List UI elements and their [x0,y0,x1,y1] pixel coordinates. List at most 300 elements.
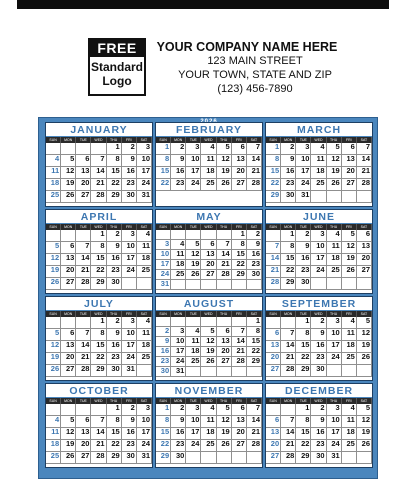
month-title: JUNE [266,210,372,224]
day-cell: 10 [137,155,152,167]
day-cell: 18 [342,428,357,440]
day-cell: 29 [296,452,311,464]
day-header: SAT [247,398,262,404]
day-cell: 21 [91,440,106,452]
day-cell: 26 [61,452,76,464]
day-cell: 16 [122,428,137,440]
day-cell: 26 [46,278,61,290]
day-cell: 18 [137,341,152,353]
day-cell: 22 [296,440,311,452]
empty-cell [186,280,201,290]
day-cell: 8 [296,329,311,341]
day-cell: 30 [311,365,326,377]
month-grid [266,137,372,203]
month-title: JULY [46,297,152,311]
day-cell: 9 [107,242,122,254]
day-cell: 26 [217,440,232,452]
day-cell: 12 [61,167,76,179]
empty-cell [311,278,326,290]
day-cell: 31 [137,452,152,464]
day-cell: 8 [156,155,171,167]
day-cell: 20 [201,260,216,270]
day-cell: 23 [281,179,296,191]
company-name: YOUR COMPANY NAME HERE [156,40,338,54]
day-cell: 30 [107,365,122,377]
day-header: MON [61,398,76,404]
day-cell: 3 [327,317,342,329]
month-march [265,122,373,207]
day-header: TUE [296,224,311,230]
day-cell: 21 [281,353,296,365]
day-cell: 29 [247,357,262,367]
month-title: SEPTEMBER [266,297,372,311]
day-cell: 9 [311,329,326,341]
day-cell: 22 [91,266,106,278]
day-header: TUE [296,137,311,143]
empty-cell [61,404,76,416]
day-cell: 28 [232,357,247,367]
day-cell: 14 [357,155,372,167]
empty-cell [171,230,186,240]
day-header: THU [107,137,122,143]
day-cell: 31 [122,365,137,377]
empty-cell [201,452,216,464]
day-header: WED [311,311,326,317]
day-cell: 12 [46,341,61,353]
day-cell: 12 [357,416,372,428]
day-cell: 26 [61,191,76,203]
day-header: WED [91,224,106,230]
month-title: APRIL [46,210,152,224]
empty-cell [76,317,91,329]
day-cell: 6 [61,329,76,341]
day-header: FRI [342,224,357,230]
day-cell: 26 [327,179,342,191]
day-cell: 6 [61,242,76,254]
day-header: TUE [76,224,91,230]
day-cell: 4 [46,155,61,167]
day-header: FRI [232,398,247,404]
logo-free-label: FREE [90,40,144,57]
day-cell: 6 [201,240,216,250]
day-cell: 28 [247,179,262,191]
day-cell: 24 [171,357,186,367]
day-cell: 2 [311,317,326,329]
day-cell: 9 [171,416,186,428]
day-header: SUN [156,137,171,143]
day-cell: 27 [266,452,281,464]
day-cell: 5 [186,240,201,250]
day-cell: 7 [281,416,296,428]
day-cell: 10 [311,242,326,254]
month-grid [46,137,152,203]
day-cell: 25 [342,440,357,452]
day-cell: 28 [76,278,91,290]
day-header: THU [217,398,232,404]
day-cell: 13 [232,416,247,428]
month-grid [156,137,262,191]
day-cell: 14 [281,428,296,440]
day-cell: 16 [311,428,326,440]
day-cell: 1 [232,230,247,240]
month-december [265,383,373,468]
day-cell: 16 [247,250,262,260]
empty-cell [137,278,152,290]
day-cell: 21 [357,167,372,179]
day-cell: 14 [247,155,262,167]
day-header: WED [201,398,216,404]
day-header: WED [311,398,326,404]
day-cell: 21 [76,266,91,278]
day-cell: 7 [76,329,91,341]
day-cell: 17 [137,428,152,440]
day-cell: 13 [266,341,281,353]
day-cell: 10 [186,155,201,167]
day-header: WED [311,137,326,143]
day-header: MON [171,224,186,230]
day-cell: 12 [327,155,342,167]
day-header: SUN [46,137,61,143]
empty-cell [342,191,357,203]
day-cell: 2 [247,230,262,240]
day-cell: 15 [91,341,106,353]
day-header: MON [61,311,76,317]
day-cell: 7 [217,240,232,250]
day-cell: 9 [122,416,137,428]
company-street: 123 MAIN STREET [207,55,303,67]
day-cell: 8 [281,242,296,254]
day-cell: 17 [186,167,201,179]
day-cell: 4 [171,240,186,250]
day-cell: 13 [61,341,76,353]
day-cell: 6 [266,329,281,341]
day-cell: 18 [201,167,216,179]
day-cell: 5 [201,327,216,337]
day-header: SUN [156,311,171,317]
day-cell: 31 [171,367,186,377]
day-cell: 28 [217,270,232,280]
day-cell: 27 [342,179,357,191]
month-july [45,296,153,381]
day-cell: 7 [247,143,262,155]
day-header: SUN [266,398,281,404]
empty-cell [171,280,186,290]
day-cell: 13 [266,428,281,440]
empty-cell [171,317,186,327]
day-header: SUN [266,311,281,317]
day-cell: 5 [61,155,76,167]
day-header: THU [217,311,232,317]
month-title: OCTOBER [46,384,152,398]
day-cell: 22 [232,260,247,270]
day-cell: 19 [357,341,372,353]
day-cell: 28 [247,440,262,452]
day-cell: 25 [46,191,61,203]
day-cell: 4 [342,317,357,329]
day-header: FRI [232,137,247,143]
day-cell: 9 [281,155,296,167]
day-cell: 5 [217,143,232,155]
month-august [155,296,263,381]
day-cell: 28 [281,365,296,377]
day-cell: 15 [266,167,281,179]
month-grid [156,311,262,377]
empty-cell [342,278,357,290]
day-cell: 25 [171,270,186,280]
empty-cell [342,365,357,377]
day-cell: 8 [107,416,122,428]
day-cell: 10 [156,250,171,260]
day-cell: 17 [156,260,171,270]
day-cell: 16 [156,347,171,357]
day-cell: 6 [266,416,281,428]
day-cell: 19 [342,254,357,266]
day-cell: 8 [91,329,106,341]
day-header: SAT [357,311,372,317]
day-cell: 24 [327,353,342,365]
day-cell: 31 [296,191,311,203]
day-cell: 11 [46,167,61,179]
empty-cell [186,317,201,327]
day-cell: 29 [266,191,281,203]
day-cell: 23 [171,179,186,191]
month-title: AUGUST [156,297,262,311]
day-cell: 2 [107,230,122,242]
day-cell: 6 [232,404,247,416]
month-title: DECEMBER [266,384,372,398]
day-cell: 10 [327,329,342,341]
day-cell: 10 [137,416,152,428]
day-header: SAT [137,137,152,143]
day-cell: 27 [76,191,91,203]
day-header: FRI [122,137,137,143]
day-cell: 18 [186,347,201,357]
day-cell: 6 [76,155,91,167]
day-cell: 2 [171,143,186,155]
day-cell: 12 [201,337,216,347]
day-cell: 28 [91,452,106,464]
day-cell: 3 [156,240,171,250]
empty-cell [76,230,91,242]
day-cell: 22 [281,266,296,278]
day-header: SAT [247,137,262,143]
day-header: WED [91,398,106,404]
empty-cell [357,452,372,464]
month-may [155,209,263,294]
day-cell: 20 [266,353,281,365]
day-cell: 7 [91,416,106,428]
day-cell: 1 [296,404,311,416]
day-cell: 22 [91,353,106,365]
day-cell: 24 [311,266,326,278]
day-cell: 11 [342,329,357,341]
day-cell: 7 [91,155,106,167]
day-header: SAT [357,137,372,143]
day-header: FRI [232,224,247,230]
day-cell: 9 [247,240,262,250]
day-cell: 12 [46,254,61,266]
day-cell: 9 [296,242,311,254]
day-cell: 14 [76,341,91,353]
day-cell: 22 [107,440,122,452]
day-cell: 29 [91,278,106,290]
day-cell: 13 [217,337,232,347]
month-title: JANUARY [46,123,152,137]
day-cell: 26 [357,440,372,452]
day-cell: 20 [357,254,372,266]
day-header: MON [171,137,186,143]
month-grid [266,311,372,377]
day-cell: 1 [266,143,281,155]
day-header: THU [217,137,232,143]
month-grid [266,398,372,464]
day-cell: 5 [61,416,76,428]
day-cell: 30 [171,452,186,464]
day-cell: 18 [46,440,61,452]
day-cell: 3 [186,143,201,155]
day-cell: 20 [61,353,76,365]
logo-line-2: Logo [102,74,132,88]
day-cell: 27 [217,357,232,367]
day-cell: 8 [232,240,247,250]
day-cell: 29 [232,270,247,280]
month-june [265,209,373,294]
day-cell: 20 [342,167,357,179]
day-cell: 30 [122,452,137,464]
day-cell: 17 [327,428,342,440]
day-cell: 24 [122,353,137,365]
day-cell: 7 [357,143,372,155]
day-cell: 16 [296,254,311,266]
day-cell: 12 [357,329,372,341]
day-cell: 2 [122,143,137,155]
day-cell: 28 [91,191,106,203]
day-cell: 11 [137,329,152,341]
empty-cell [281,404,296,416]
empty-cell [217,367,232,377]
day-cell: 30 [107,278,122,290]
day-cell: 26 [186,270,201,280]
day-cell: 3 [186,404,201,416]
day-cell: 2 [281,143,296,155]
day-cell: 23 [122,179,137,191]
day-cell: 6 [76,416,91,428]
day-cell: 5 [357,317,372,329]
day-header: SUN [266,137,281,143]
day-cell: 26 [201,357,216,367]
day-cell: 19 [217,167,232,179]
day-cell: 25 [201,440,216,452]
day-header: THU [217,224,232,230]
empty-cell [201,367,216,377]
calendar-frame [38,117,378,479]
day-cell: 20 [217,347,232,357]
day-cell: 15 [232,250,247,260]
day-cell: 10 [296,155,311,167]
day-header: WED [91,137,106,143]
day-cell: 8 [156,416,171,428]
month-grid [46,398,152,464]
day-cell: 27 [61,365,76,377]
day-cell: 7 [281,329,296,341]
empty-cell [61,230,76,242]
day-cell: 17 [171,347,186,357]
day-cell: 18 [311,167,326,179]
day-cell: 20 [232,428,247,440]
day-cell: 2 [107,317,122,329]
day-cell: 19 [217,428,232,440]
day-cell: 15 [156,428,171,440]
day-cell: 10 [122,329,137,341]
day-header: FRI [232,311,247,317]
day-cell: 20 [61,266,76,278]
day-header: SAT [137,398,152,404]
day-cell: 28 [266,278,281,290]
day-cell: 18 [327,254,342,266]
day-cell: 27 [266,365,281,377]
day-cell: 25 [311,179,326,191]
day-cell: 14 [91,428,106,440]
day-cell: 30 [296,278,311,290]
day-cell: 16 [281,167,296,179]
day-header: SAT [137,224,152,230]
day-cell: 19 [201,347,216,357]
day-header: FRI [122,224,137,230]
empty-cell [186,452,201,464]
day-cell: 29 [107,452,122,464]
day-cell: 13 [61,254,76,266]
empty-cell [186,367,201,377]
day-cell: 17 [186,428,201,440]
day-header: FRI [342,311,357,317]
day-cell: 26 [342,266,357,278]
day-cell: 11 [311,155,326,167]
day-cell: 18 [137,254,152,266]
day-header: MON [61,224,76,230]
day-cell: 5 [327,143,342,155]
day-cell: 3 [311,230,326,242]
day-cell: 24 [122,266,137,278]
day-cell: 11 [201,155,216,167]
day-cell: 7 [247,404,262,416]
day-cell: 24 [186,179,201,191]
day-cell: 18 [171,260,186,270]
day-header: TUE [76,137,91,143]
day-cell: 21 [76,353,91,365]
company-info [150,40,360,96]
day-header: TUE [76,311,91,317]
empty-cell [217,280,232,290]
day-cell: 19 [186,260,201,270]
empty-cell [342,452,357,464]
day-cell: 22 [107,179,122,191]
day-cell: 2 [171,404,186,416]
day-cell: 22 [247,347,262,357]
day-header: WED [201,224,216,230]
day-cell: 21 [91,179,106,191]
day-cell: 17 [327,341,342,353]
day-cell: 21 [247,167,262,179]
day-cell: 16 [171,167,186,179]
day-cell: 2 [311,404,326,416]
month-title: MARCH [266,123,372,137]
day-cell: 15 [107,167,122,179]
day-header: THU [327,398,342,404]
day-cell: 26 [217,179,232,191]
day-cell: 14 [217,250,232,260]
day-header: WED [91,311,106,317]
empty-cell [76,143,91,155]
